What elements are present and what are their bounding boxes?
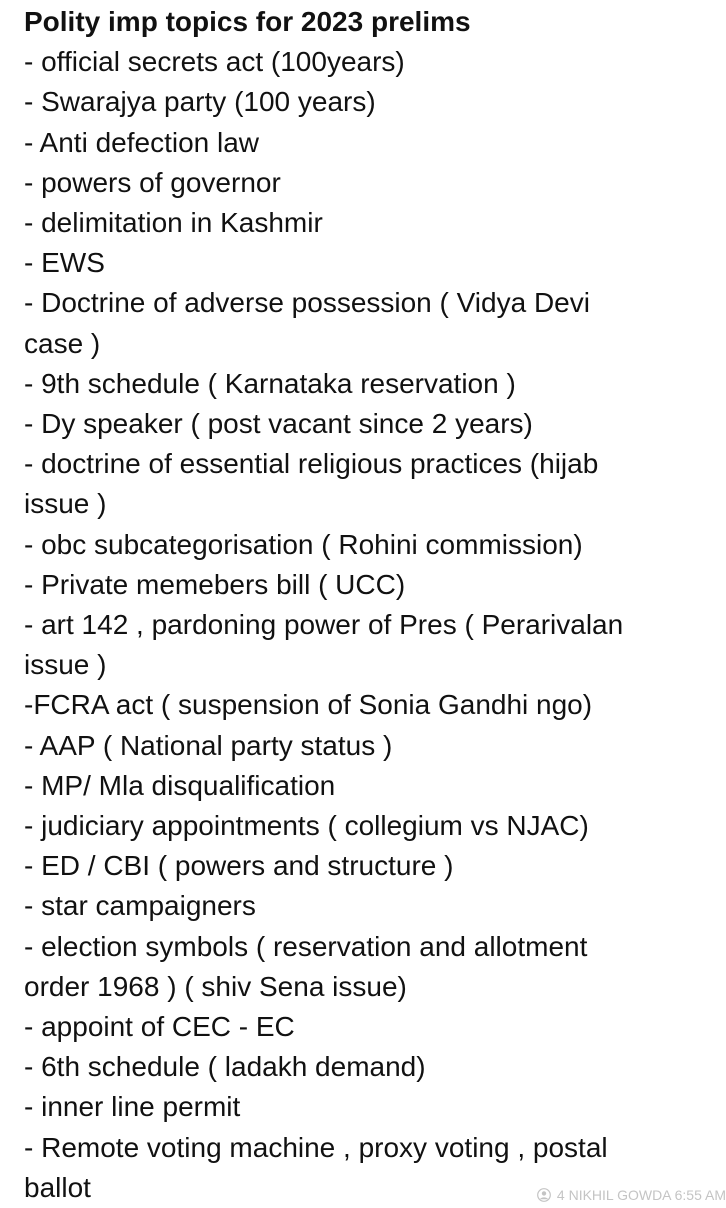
topic-line: ballot [24,1171,91,1203]
topic-line: issue ) [24,649,107,681]
topic-line: - inner line permit [24,1091,241,1123]
topic-line: - star campaigners [24,890,256,922]
topic-line: - official secrets act (100years) [24,46,405,78]
author-credit-text: 4 NIKHIL GOWDA 6:55 AM [556,1187,726,1203]
topic-line: - AAP ( National party status ) [24,729,393,761]
topic-line: - art 142 , pardoning power of Pres ( Perarivalan [24,609,624,641]
topic-line: case ) [24,327,101,359]
topic-line: - obc subcategorisation ( Rohini commission) [24,528,583,560]
note-body [24,2,720,1208]
topic-line: order 1968 ) ( shiv Sena issue) [24,970,407,1002]
topic-line: - Remote voting machine , proxy voting , postal [24,1131,608,1163]
topic-line: - Doctrine of adverse possession ( Vidya Devi [24,287,590,319]
topic-line: - ED / CBI ( powers and structure ) [24,850,454,882]
topic-line: - EWS [24,247,105,279]
topic-list [24,42,720,1208]
topic-line: issue ) [24,488,107,520]
topic-line: - Private memebers bill ( UCC) [24,568,406,600]
note-title: Polity imp topics for 2023 prelims [24,6,471,37]
topic-line: - MP/ Mla disqualification [24,769,336,801]
topic-line: - judiciary appointments ( collegium vs NJAC) [24,810,589,842]
author-credit [537,1186,726,1204]
topic-line: - Swarajya party (100 years) [24,86,376,118]
topic-line: - 9th schedule ( Karnataka reservation ) [24,367,516,399]
topic-line: - powers of governor [24,166,281,198]
topic-line: - election symbols ( reservation and allotment [24,930,588,962]
topic-line: -FCRA act ( suspension of Sonia Gandhi ngo) [24,689,593,721]
topic-line: - Anti defection law [24,126,260,158]
topic-line: - doctrine of essential religious practices (hijab [24,448,599,480]
topic-line: - delimitation in Kashmir [24,207,323,239]
topic-line: - 6th schedule ( ladakh demand) [24,1051,426,1083]
topic-line: - appoint of CEC - EC [24,1011,295,1043]
topic-line: - Dy speaker ( post vacant since 2 years) [24,408,533,440]
